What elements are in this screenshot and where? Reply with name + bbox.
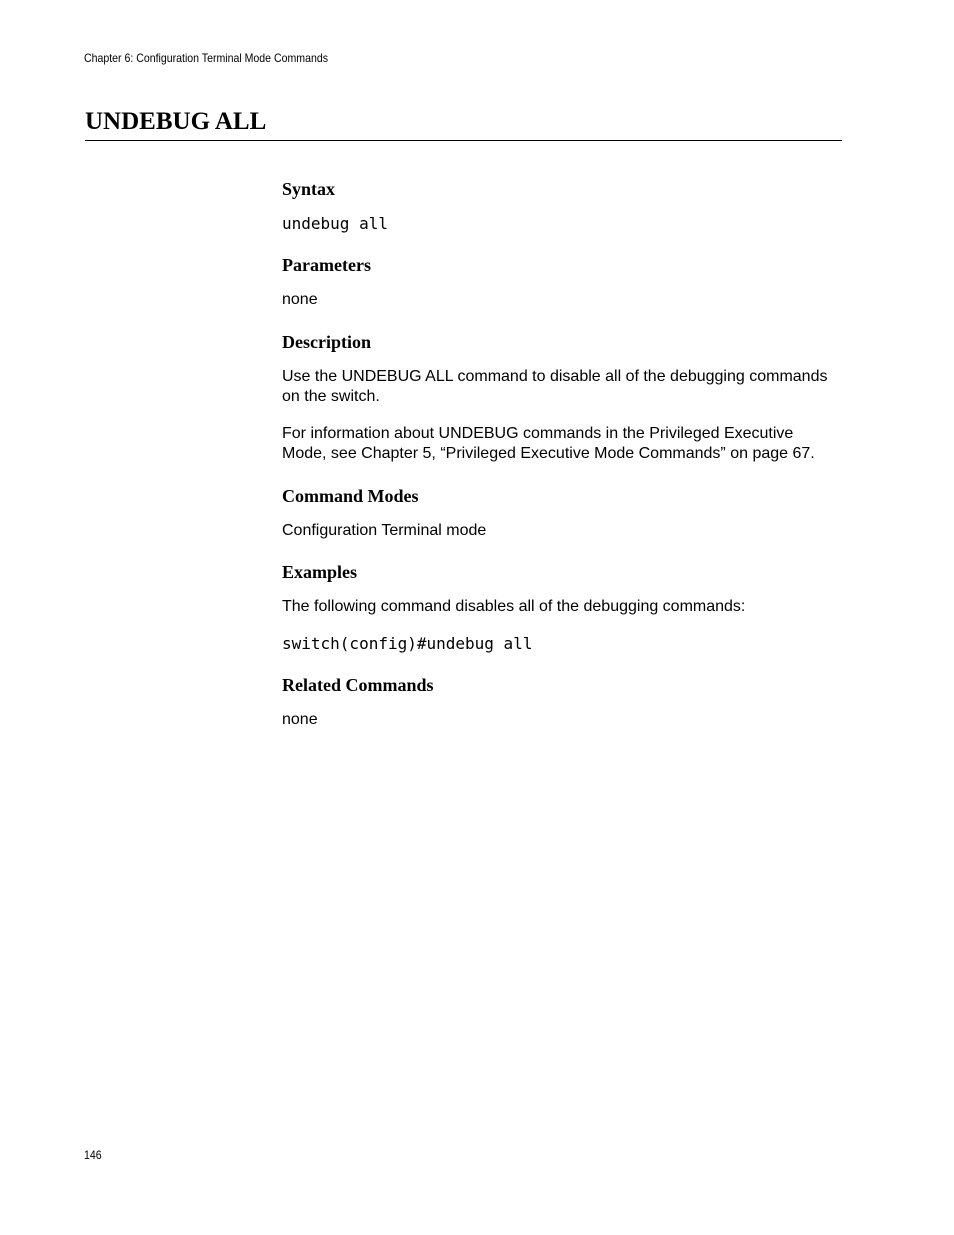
syntax-code: undebug all xyxy=(282,214,388,233)
parameters-heading: Parameters xyxy=(282,255,371,275)
command-reference-content xyxy=(282,178,842,730)
running-header: Chapter 6: Configuration Terminal Mode Commands xyxy=(84,51,328,65)
related-commands-text: none xyxy=(282,710,318,728)
command-modes-text: Configuration Terminal mode xyxy=(282,521,487,539)
page-number: 146 xyxy=(84,1148,102,1162)
examples-code: switch(config)#undebug all xyxy=(282,633,533,653)
description-paragraph-1: Use the UNDEBUG ALL command to disable all of the debugging commands on the switch. xyxy=(282,367,828,405)
examples-heading: Examples xyxy=(282,562,358,582)
examples-text: The following command disables all of the debugging commands: xyxy=(282,598,746,615)
title-rule xyxy=(85,140,842,141)
page-title: UNDEBUG ALL xyxy=(85,108,267,135)
description-heading: Description xyxy=(282,331,371,352)
related-commands-heading: Related Commands xyxy=(282,674,434,695)
parameters-text: none xyxy=(282,291,318,308)
command-modes-heading: Command Modes xyxy=(282,485,419,506)
syntax-heading: Syntax xyxy=(282,179,336,199)
description-paragraph-2: For information about UNDEBUG commands in the Privileged Executive Mode, see Chapter 5, “Privileged Executive Mode Commands” on page 67. xyxy=(282,424,815,462)
